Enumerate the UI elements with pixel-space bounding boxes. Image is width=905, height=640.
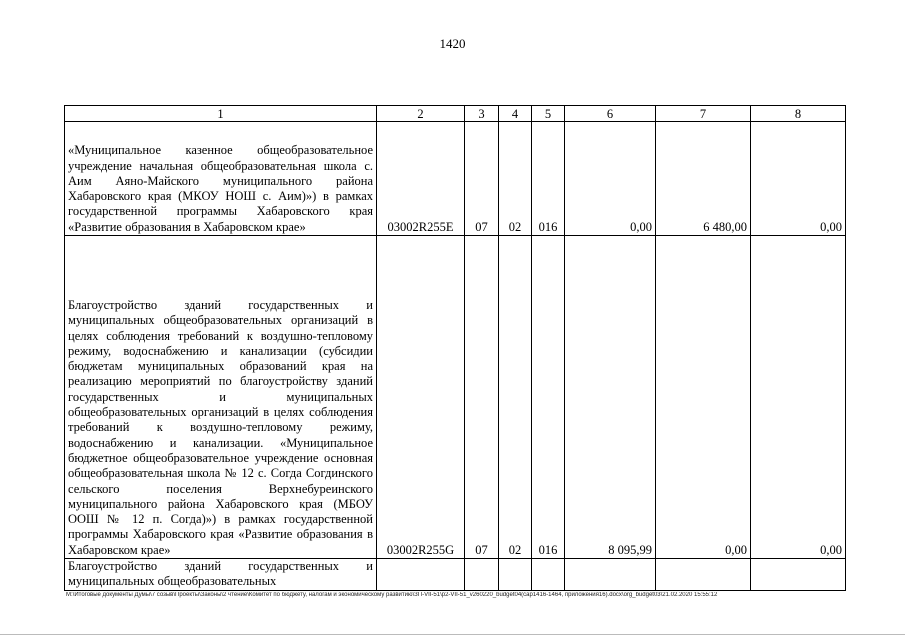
row-description: Благоустройство зданий государственных и муниципальных общеобразовательных организаций в целях соблюдения требований к воздушно-тепловому режиму, водоснабжению и канализации (субсидии бюджетам муниципальных образований края на реализацию мероприятий по благоустройству зданий государственных и муниципальных общеобразовательных организаций в целях соблюдения требований к воздушно-тепловому режиму, водоснабжению и канализации. «Муниципальное бюджетное общеобразовательное учреждение основная общеобразовательная школа № 12 с. Согда Согдинского сельского поселения Верхнебуреинского муниципального района Хабаровского края (МБОУ ООШ № 12 п. Согда)») в рамках государственной программы Хабаровского края «Развитие образования в Хабаровском крае» <box>65 236 377 559</box>
table-row <box>65 236 846 559</box>
column-header: 3 <box>465 106 499 122</box>
table-row <box>65 122 846 236</box>
target-code-cell: 03002R255G <box>377 236 465 559</box>
amount-col7-cell: 6 480,00 <box>656 122 751 236</box>
empty-cell <box>751 559 846 591</box>
column-header: 1 <box>65 106 377 122</box>
amount-col8-cell: 0,00 <box>751 122 846 236</box>
empty-cell <box>565 559 656 591</box>
empty-cell <box>465 559 499 591</box>
empty-cell <box>499 559 532 591</box>
empty-cell <box>532 559 565 591</box>
amount-col6-cell: 0,00 <box>565 122 656 236</box>
table-header-row <box>65 106 846 122</box>
column-header: 7 <box>656 106 751 122</box>
row-description: «Муниципальное казенное общеобразовательное учреждение начальная общеобразовательная школа с. Аим Аяно-Майского муниципального района Хабаровского края (МКОУ НОШ с. Аим)») в рамках государственной программы Хабаровского края «Развитие образования в Хабаровском крае» <box>65 122 377 236</box>
page-edge-divider <box>0 634 905 635</box>
empty-cell <box>377 559 465 591</box>
page-number: 1420 <box>439 36 466 51</box>
expense-type-cell: 016 <box>532 236 565 559</box>
column-header: 8 <box>751 106 846 122</box>
document-path-footer: M:\Итоговые документы Думы\7 созыв\Проекты\Законы\2 чтение\Комитет по бюджету, налогам и экономическому развитию\ЗП-VII-51\р2-VII-51_v260220_budget04(саp1416-1464, приложения16).docx\org_budget03\21.02.2020 15:55:12 <box>66 592 718 598</box>
amount-col8-cell: 0,00 <box>751 236 846 559</box>
column-header: 6 <box>565 106 656 122</box>
expense-type-cell: 016 <box>532 122 565 236</box>
column-header: 5 <box>532 106 565 122</box>
subsection-cell: 02 <box>499 122 532 236</box>
subsection-cell: 02 <box>499 236 532 559</box>
table-row <box>65 559 846 591</box>
row-description: Благоустройство зданий государственных и муниципальных общеобразовательных <box>65 559 377 591</box>
section-cell: 07 <box>465 236 499 559</box>
section-cell: 07 <box>465 122 499 236</box>
budget-table <box>64 105 846 591</box>
column-header: 4 <box>499 106 532 122</box>
column-header: 2 <box>377 106 465 122</box>
empty-cell <box>656 559 751 591</box>
amount-col7-cell: 0,00 <box>656 236 751 559</box>
amount-col6-cell: 8 095,99 <box>565 236 656 559</box>
target-code-cell: 03002R255E <box>377 122 465 236</box>
